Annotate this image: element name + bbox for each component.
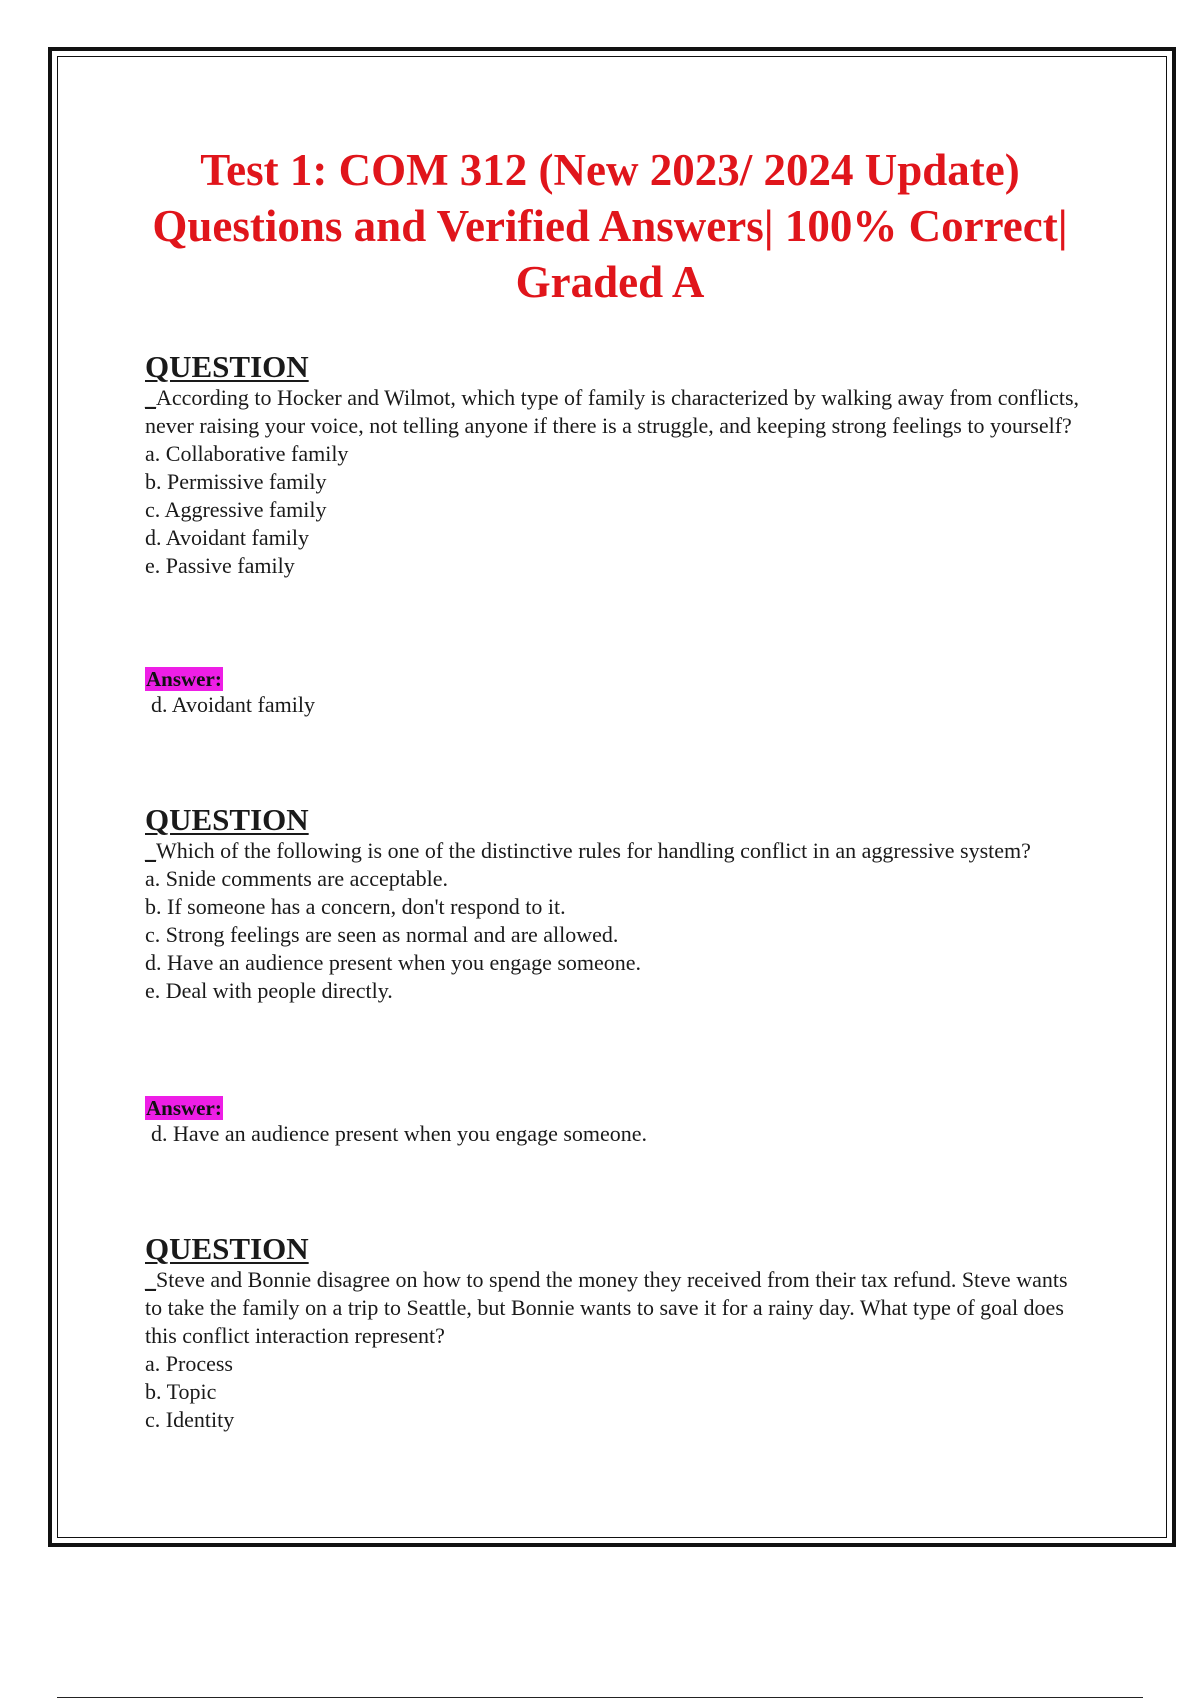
option-b: b. Permissive family — [145, 469, 327, 494]
page-bottom-divider — [57, 1697, 1143, 1698]
question-block-3 — [145, 1232, 1085, 1434]
option-list — [145, 1350, 1085, 1434]
question-heading: QUESTION — [145, 349, 309, 384]
option-d: d. Avoidant family — [145, 525, 309, 550]
question-body: Steve and Bonnie disagree on how to spend the money they received from their tax refund. Steve wants to take the family on a trip to Seattle, but Bonnie wants to save it for a rainy day. What type of goal does this conflict interaction represent? — [145, 1267, 1068, 1348]
question-block-1 — [145, 350, 1085, 580]
option-list — [145, 865, 1085, 1005]
question-lead-mark: _ — [145, 1267, 156, 1292]
question-text — [145, 837, 1085, 865]
option-e: e. Passive family — [145, 553, 295, 578]
option-d: d. Have an audience present when you engage someone. — [145, 950, 642, 975]
option-e: e. Deal with people directly. — [145, 978, 393, 1003]
option-c: c. Strong feelings are seen as normal and are allowed. — [145, 922, 619, 947]
question-body: Which of the following is one of the distinctive rules for handling conflict in an aggressive system? — [156, 838, 1031, 863]
answer-block-2 — [145, 1096, 647, 1148]
question-lead-mark: _ — [145, 385, 156, 410]
answer-text: d. Avoidant family — [151, 692, 315, 717]
option-c: c. Aggressive family — [145, 497, 327, 522]
question-block-2 — [145, 803, 1085, 1005]
option-list — [145, 440, 1085, 580]
option-c: c. Identity — [145, 1407, 235, 1432]
option-a: a. Collaborative family — [145, 441, 349, 466]
option-a: a. Process — [145, 1351, 233, 1376]
option-b: b. If someone has a concern, don't respond to it. — [145, 894, 566, 919]
answer-block-1 — [145, 667, 315, 719]
option-a: a. Snide comments are acceptable. — [145, 866, 448, 891]
answer-label: Answer: — [146, 1096, 222, 1120]
document-title: Test 1: COM 312 (New 2023/ 2024 Update) Questions and Verified Answers| 100% Correct| Graded A — [152, 145, 1068, 307]
answer-text: d. Have an audience present when you engage someone. — [151, 1121, 648, 1146]
question-lead-mark: _ — [145, 838, 156, 863]
question-heading: QUESTION — [145, 1231, 309, 1266]
question-text — [145, 1266, 1085, 1350]
option-b: b. Topic — [145, 1379, 217, 1404]
question-body: According to Hocker and Wilmot, which type of family is characterized by walking away from conflicts, never raising your voice, not telling anyone if there is a struggle, and keeping strong feelings to yourself? — [145, 385, 1080, 438]
question-heading: QUESTION — [145, 802, 309, 837]
answer-label: Answer: — [146, 667, 222, 691]
question-text — [145, 384, 1085, 440]
